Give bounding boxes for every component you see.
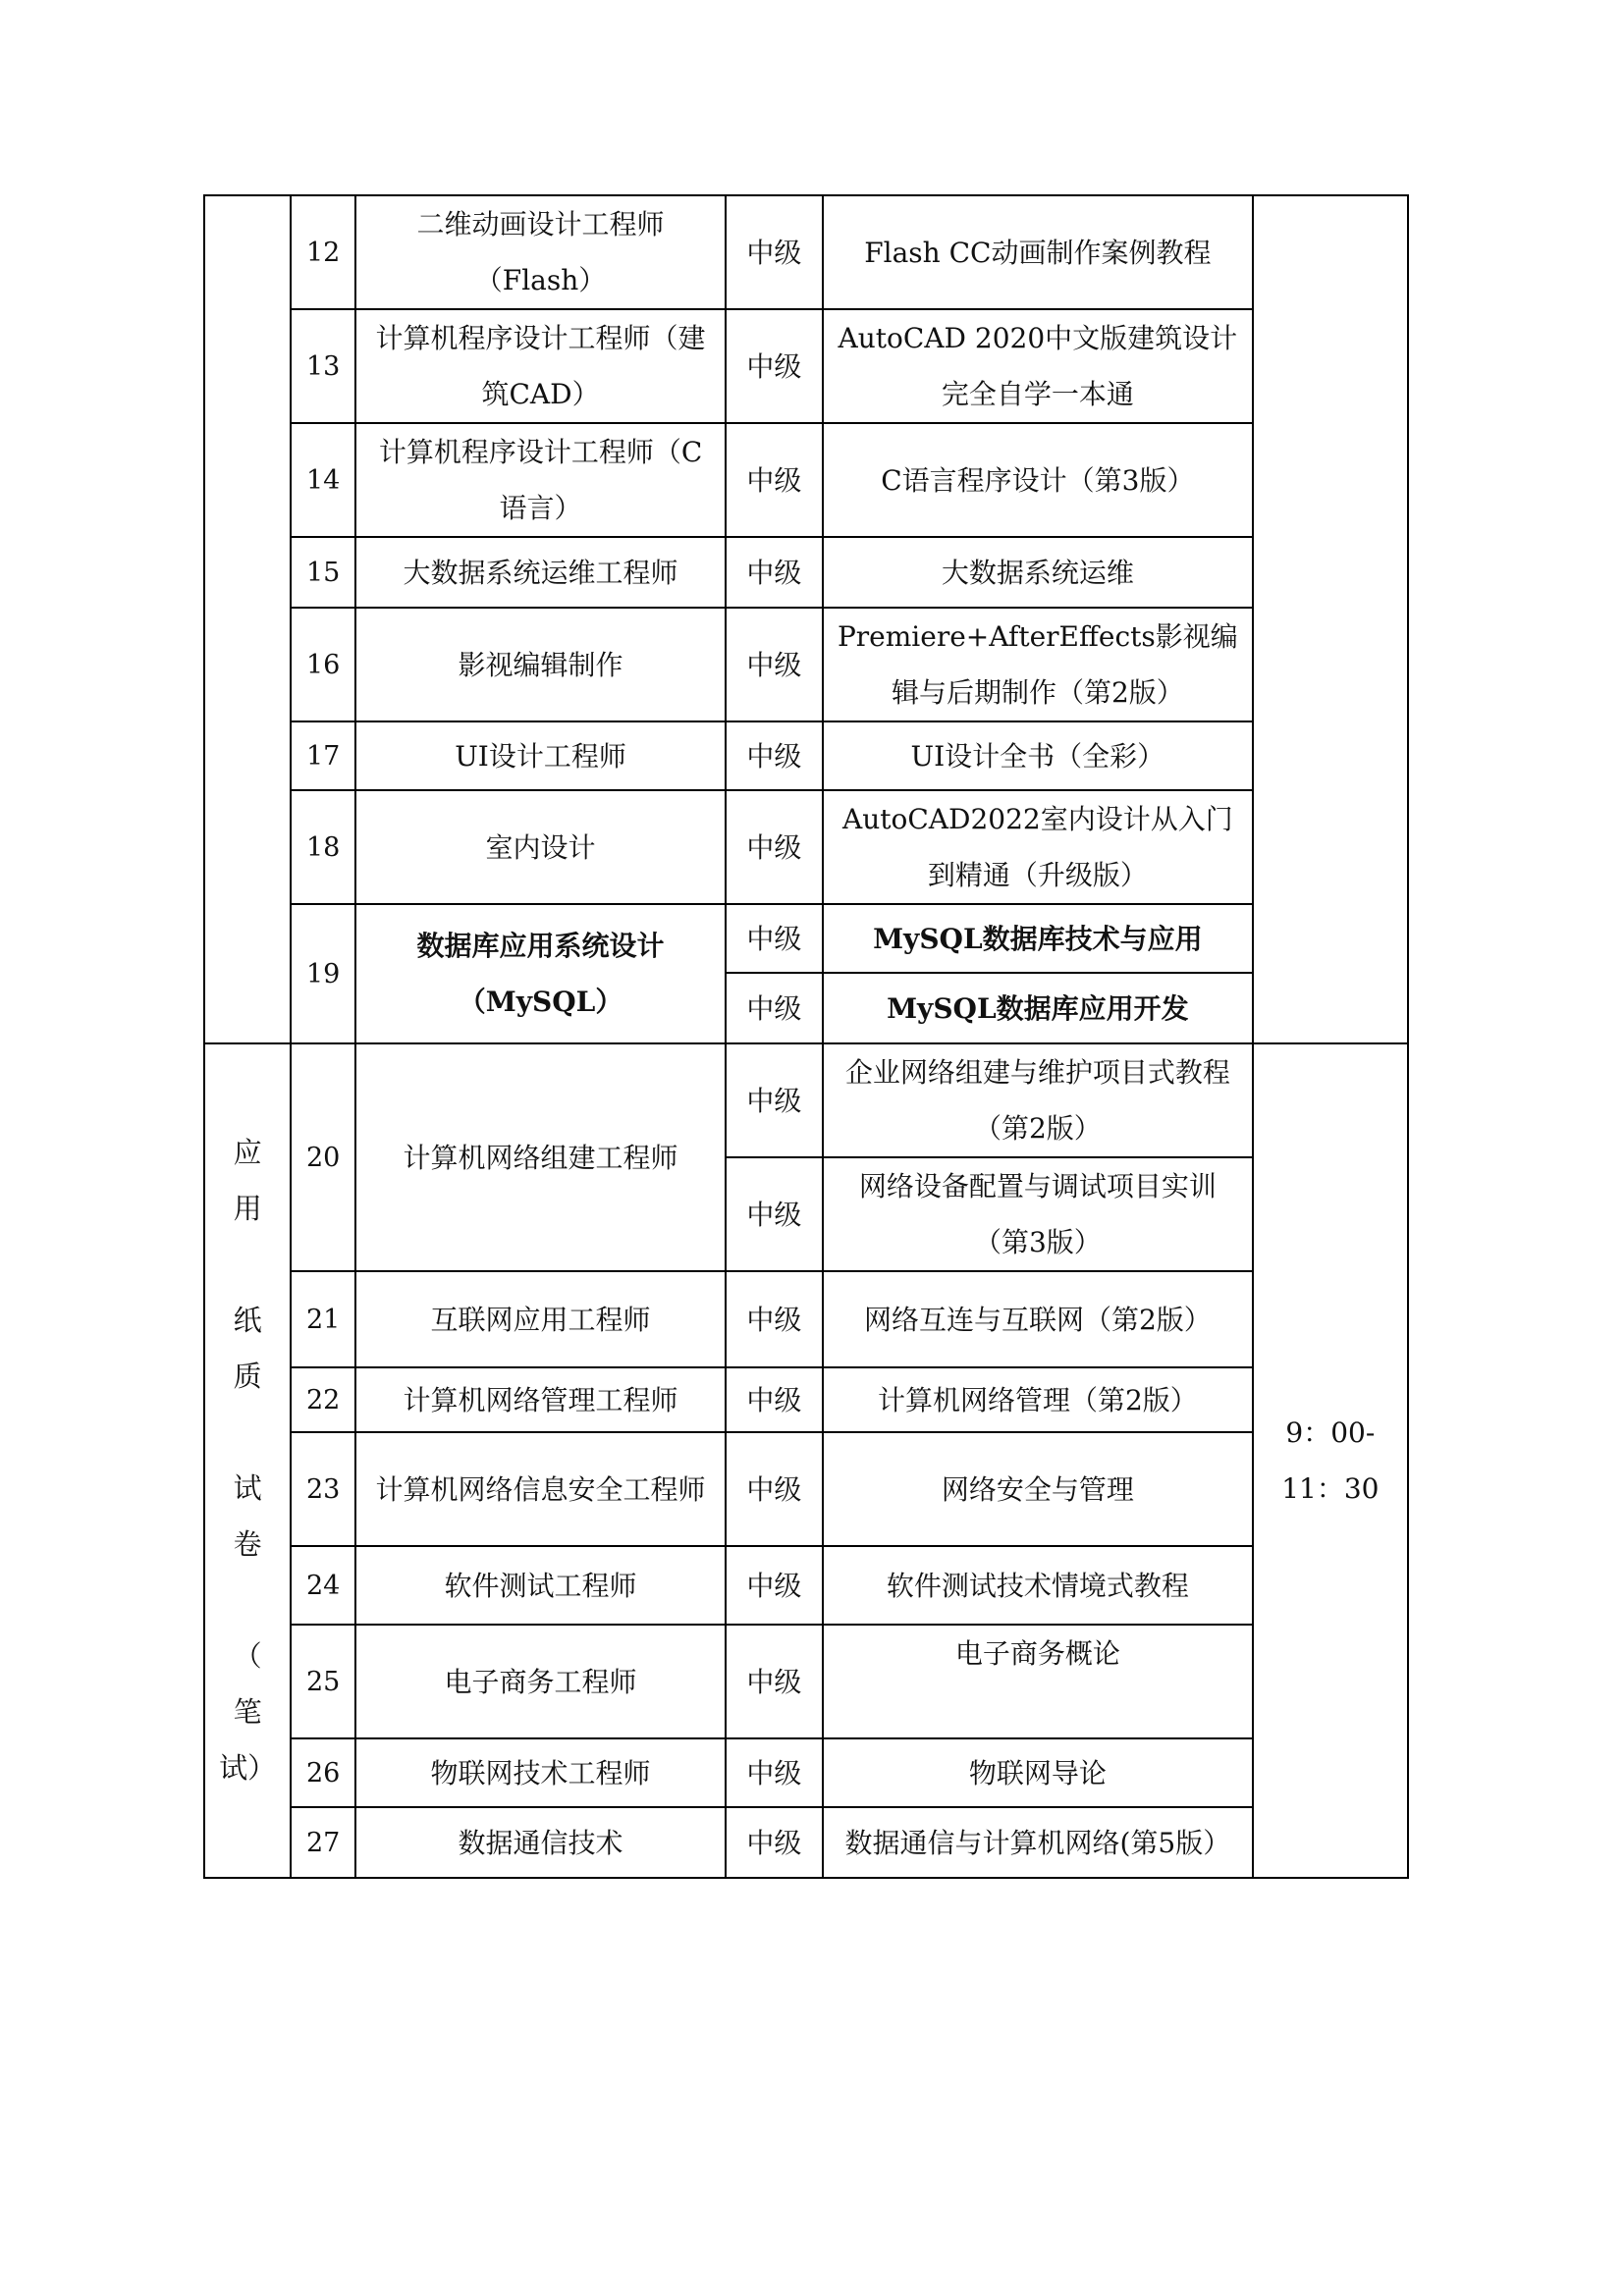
row-number: 17 bbox=[291, 721, 355, 790]
textbook: UI设计全书（全彩） bbox=[823, 721, 1253, 790]
textbook: Flash CC动画制作案例教程 bbox=[823, 195, 1253, 309]
category-char: 纸 bbox=[233, 1304, 262, 1337]
textbook: 网络安全与管理 bbox=[823, 1432, 1253, 1546]
textbook: 数据通信与计算机网络(第5版） bbox=[823, 1807, 1253, 1878]
textbook: AutoCAD2022室内设计从入门到精通（升级版） bbox=[823, 790, 1253, 904]
row-number: 20 bbox=[291, 1043, 355, 1271]
category-char: 应 bbox=[233, 1136, 262, 1169]
exam-title: 计算机程序设计工程师（C语言） bbox=[355, 423, 726, 537]
textbook: Premiere+AfterEffects影视编辑与后期制作（第2版） bbox=[823, 608, 1253, 721]
table-row bbox=[204, 721, 1408, 790]
exam-title: 室内设计 bbox=[355, 790, 726, 904]
exam-title: 二维动画设计工程师（Flash） bbox=[355, 195, 726, 309]
textbook: AutoCAD 2020中文版建筑设计完全自学一本通 bbox=[823, 309, 1253, 423]
category-char: 笔 bbox=[233, 1695, 262, 1729]
exam-time-end: 11：30 bbox=[1281, 1472, 1380, 1505]
category-char: 卷 bbox=[233, 1527, 262, 1561]
table-row bbox=[204, 1432, 1408, 1546]
exam-time-cell bbox=[1253, 1043, 1408, 1878]
table-row bbox=[204, 904, 1408, 973]
category-char: 试） bbox=[219, 1751, 277, 1785]
category-char: 试 bbox=[233, 1471, 262, 1505]
row-number: 24 bbox=[291, 1546, 355, 1625]
exam-title: 物联网技术工程师 bbox=[355, 1738, 726, 1807]
exam-level: 中级 bbox=[726, 195, 823, 309]
table-row bbox=[204, 309, 1408, 423]
table-row bbox=[204, 1625, 1408, 1738]
exam-level: 中级 bbox=[726, 1546, 823, 1625]
textbook: 物联网导论 bbox=[823, 1738, 1253, 1807]
exam-title: UI设计工程师 bbox=[355, 721, 726, 790]
textbook: MySQL数据库应用开发 bbox=[823, 973, 1253, 1043]
table-row bbox=[204, 195, 1408, 309]
exam-title: 计算机网络信息安全工程师 bbox=[355, 1432, 726, 1546]
exam-level: 中级 bbox=[726, 973, 823, 1043]
exam-level: 中级 bbox=[726, 904, 823, 973]
exam-title: 影视编辑制作 bbox=[355, 608, 726, 721]
exam-level: 中级 bbox=[726, 790, 823, 904]
row-number: 26 bbox=[291, 1738, 355, 1807]
exam-level: 中级 bbox=[726, 1043, 823, 1157]
table-row bbox=[204, 1738, 1408, 1807]
exam-level: 中级 bbox=[726, 423, 823, 537]
table-row bbox=[204, 423, 1408, 537]
category-cell bbox=[204, 1043, 291, 1878]
category-char: 用 bbox=[233, 1192, 262, 1225]
table-row bbox=[204, 790, 1408, 904]
textbook: 计算机网络管理（第2版） bbox=[823, 1367, 1253, 1432]
textbook: 软件测试技术情境式教程 bbox=[823, 1546, 1253, 1625]
row-number: 18 bbox=[291, 790, 355, 904]
row-number: 22 bbox=[291, 1367, 355, 1432]
row-number: 27 bbox=[291, 1807, 355, 1878]
category-cell-empty bbox=[204, 195, 291, 1043]
table-row bbox=[204, 608, 1408, 721]
exam-level: 中级 bbox=[726, 1271, 823, 1367]
exam-level: 中级 bbox=[726, 1625, 823, 1738]
exam-title: 计算机网络组建工程师 bbox=[355, 1043, 726, 1271]
exam-title: 计算机程序设计工程师（建筑CAD） bbox=[355, 309, 726, 423]
textbook: C语言程序设计（第3版） bbox=[823, 423, 1253, 537]
row-number: 21 bbox=[291, 1271, 355, 1367]
exam-level: 中级 bbox=[726, 608, 823, 721]
table-row bbox=[204, 1043, 1408, 1157]
row-number: 14 bbox=[291, 423, 355, 537]
exam-table bbox=[203, 194, 1409, 1879]
exam-level: 中级 bbox=[726, 309, 823, 423]
textbook: 大数据系统运维 bbox=[823, 537, 1253, 608]
exam-title: 电子商务工程师 bbox=[355, 1625, 726, 1738]
exam-level: 中级 bbox=[726, 721, 823, 790]
row-number: 19 bbox=[291, 904, 355, 1043]
table-row bbox=[204, 537, 1408, 608]
exam-title: 互联网应用工程师 bbox=[355, 1271, 726, 1367]
table-row bbox=[204, 1271, 1408, 1367]
exam-title: 软件测试工程师 bbox=[355, 1546, 726, 1625]
table-row bbox=[204, 1807, 1408, 1878]
exam-title: 大数据系统运维工程师 bbox=[355, 537, 726, 608]
category-char: （ bbox=[233, 1639, 262, 1673]
textbook: 企业网络组建与维护项目式教程（第2版） bbox=[823, 1043, 1253, 1157]
row-number: 16 bbox=[291, 608, 355, 721]
exam-time-start: 9：00- bbox=[1285, 1416, 1376, 1449]
table-row bbox=[204, 1546, 1408, 1625]
exam-level: 中级 bbox=[726, 537, 823, 608]
time-cell-empty bbox=[1253, 195, 1408, 1043]
exam-level: 中级 bbox=[726, 1432, 823, 1546]
row-number: 13 bbox=[291, 309, 355, 423]
category-char: 质 bbox=[233, 1360, 262, 1393]
exam-title: 数据库应用系统设计（MySQL） bbox=[355, 904, 726, 1043]
exam-level: 中级 bbox=[726, 1157, 823, 1271]
row-number: 23 bbox=[291, 1432, 355, 1546]
table-row bbox=[204, 1367, 1408, 1432]
textbook: MySQL数据库技术与应用 bbox=[823, 904, 1253, 973]
exam-level: 中级 bbox=[726, 1367, 823, 1432]
exam-title: 数据通信技术 bbox=[355, 1807, 726, 1878]
exam-title: 计算机网络管理工程师 bbox=[355, 1367, 726, 1432]
textbook: 电子商务概论 bbox=[823, 1625, 1253, 1738]
textbook: 网络互连与互联网（第2版） bbox=[823, 1271, 1253, 1367]
exam-level: 中级 bbox=[726, 1738, 823, 1807]
row-number: 15 bbox=[291, 537, 355, 608]
exam-level: 中级 bbox=[726, 1807, 823, 1878]
row-number: 12 bbox=[291, 195, 355, 309]
row-number: 25 bbox=[291, 1625, 355, 1738]
textbook: 网络设备配置与调试项目实训（第3版） bbox=[823, 1157, 1253, 1271]
